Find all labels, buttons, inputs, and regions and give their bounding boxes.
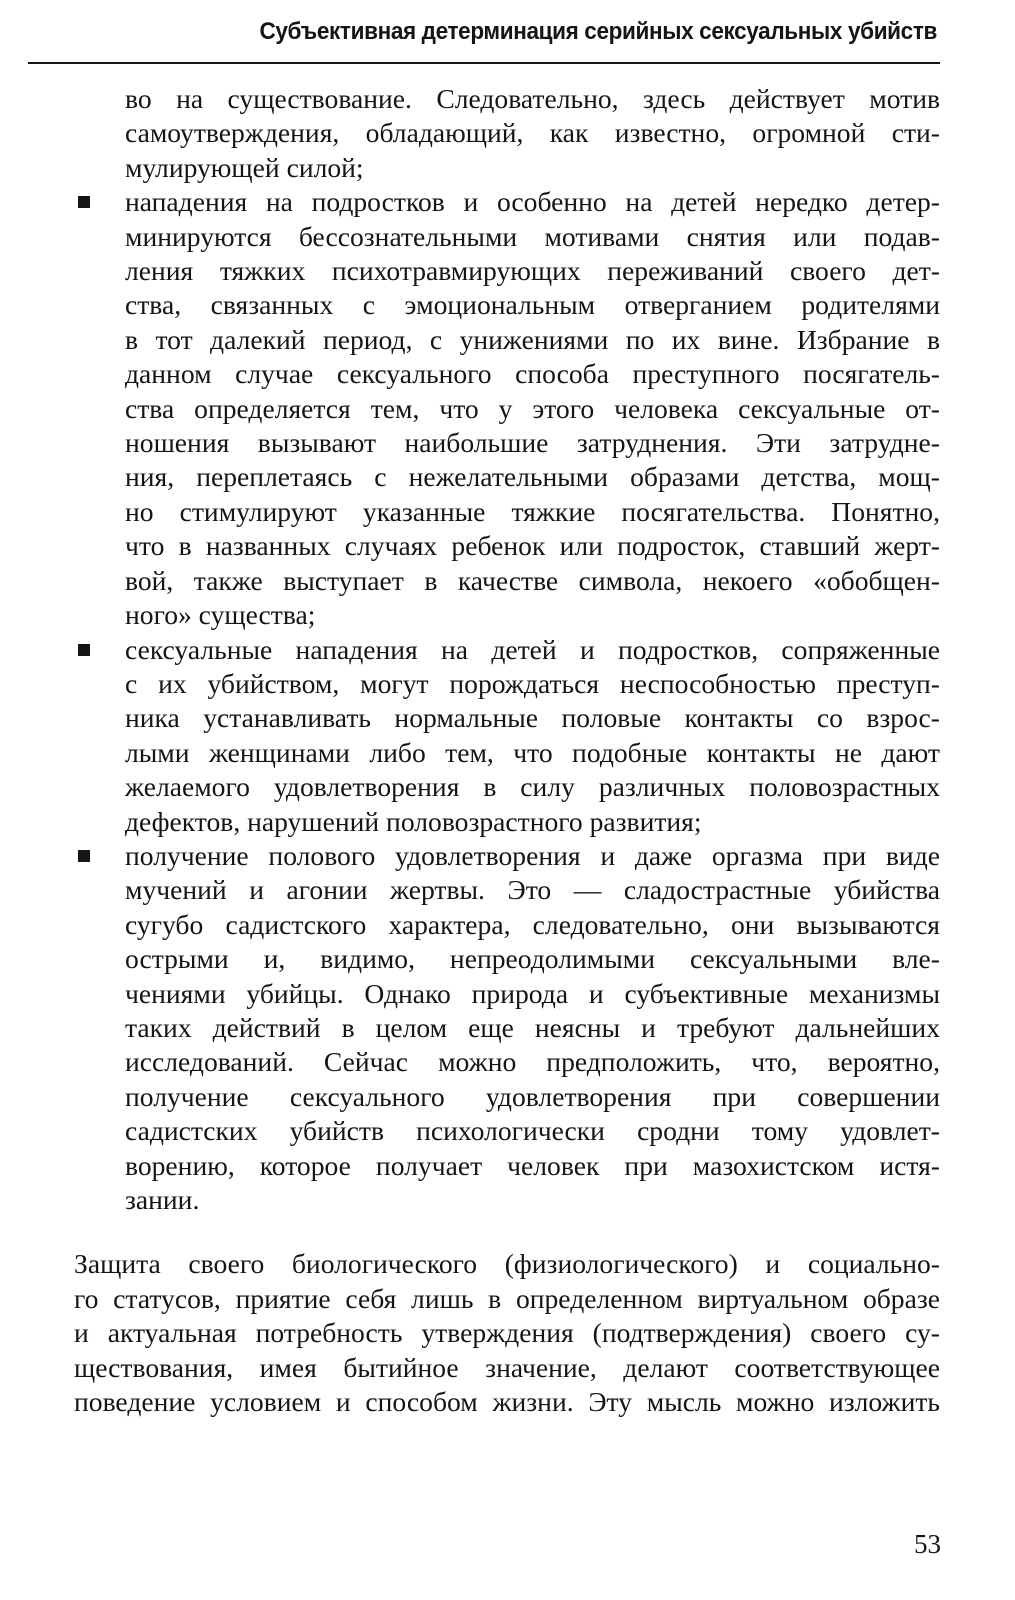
text-line: и актуальная потребность утверждения (подтверждения) своего су- [74, 1317, 940, 1349]
text-line: ного» существа; [125, 599, 316, 631]
bullet-item-1 [78, 185, 940, 632]
text-line: ства, связанных с эмоциональным отверганием родителями [125, 289, 940, 321]
continuation-text [78, 82, 940, 185]
text-line: Защита своего биологического (физиологического) и социально- [74, 1248, 940, 1280]
text-line: дефектов, нарушений половозрастного развития; [125, 805, 702, 837]
text-line: данном случае сексуального способа преступного посягатель- [125, 358, 940, 390]
page-body [74, 82, 940, 1419]
text-line: получение сексуального удовлетворения при совершении [125, 1080, 940, 1112]
text-line: с их убийством, могут порождаться неспособностью преступ- [125, 667, 940, 699]
text-line: садистских убийств психологически сродни тому удовлет- [125, 1115, 940, 1147]
text-line: минируются бессознательными мотивами снятия или подав- [125, 220, 940, 252]
square-bullet-icon [78, 196, 90, 208]
square-bullet-icon [78, 850, 90, 862]
text-line: го статусов, приятие себя лишь в определенном виртуальном образе [74, 1282, 940, 1314]
text-line: ния, переплетаясь с нежелательными образами детства, мощ- [125, 461, 940, 493]
square-bullet-icon [78, 644, 90, 656]
text-line: сексуальные нападения на детей и подростков, сопряженные [125, 633, 940, 665]
text-line: сугубо садистского характера, следовательно, они вызываются [125, 908, 940, 940]
text-line: ворению, которое получает человек при мазохистском истя- [125, 1149, 940, 1181]
text-line: ления тяжких психотравмирующих переживаний своего дет- [125, 255, 940, 287]
text-line: лыми женщинами либо тем, что подобные контакты не дают [125, 736, 940, 768]
text-line: мулирующей силой; [125, 151, 364, 183]
text-line: желаемого удовлетворения в силу различных половозрастных [125, 771, 940, 803]
text-line: поведение условием и способом жизни. Эту мысль можно изложить [74, 1386, 940, 1418]
text-line: зании. [125, 1184, 200, 1215]
header-rule [28, 62, 940, 64]
text-line: вой, также выступает в качестве символа, некоего «обобщен- [125, 564, 940, 596]
bullet-item-2 [78, 633, 940, 839]
text-line: таких действий в целом еще неясны и требуют дальнейших [125, 1011, 940, 1043]
page-number: 53 [914, 1529, 941, 1559]
text-line: чениями убийцы. Однако природа и субъективные механизмы [125, 977, 940, 1009]
text-line: во на существование. Следовательно, здесь действует мотив [125, 83, 940, 114]
text-line: исследований. Сейчас можно предположить, что, вероятно, [125, 1046, 940, 1078]
running-header: Субъективная детерминация серийных сексуальных убийств [259, 18, 937, 45]
text-line: получение полового удовлетворения и даже оргазма при виде [125, 839, 940, 871]
text-line: что в названных случаях ребенок или подросток, ставший жерт- [125, 530, 940, 562]
text-line: в тот далекий период, с унижениями по их вине. Избрание в [125, 323, 940, 355]
text-line: нападения на подростков и особенно на детей нередко детер- [125, 186, 940, 218]
text-line: ношения вызывают наибольшие затруднения. Эти затрудне- [125, 427, 940, 459]
text-line: ществования, имея бытийное значение, делают соответствующее [74, 1351, 940, 1383]
text-line: острыми и, видимо, непреодолимыми сексуальными вле- [125, 943, 940, 975]
text-line: мучений и агонии жертвы. Это — сладострастные убийства [125, 874, 940, 906]
text-line: ника устанавливать нормальные половые контакты со взрос- [125, 702, 940, 734]
text-line: ства определяется тем, что у этого человека сексуальные от- [125, 392, 940, 424]
bullet-item-3 [78, 839, 940, 1217]
paragraph-spacer [78, 1217, 940, 1247]
text-line: но стимулируют указанные тяжкие посягательства. Понятно, [125, 495, 940, 527]
body-paragraph [74, 1247, 940, 1419]
text-line: самоутверждения, обладающий, как известно, огромной сти- [125, 117, 940, 149]
